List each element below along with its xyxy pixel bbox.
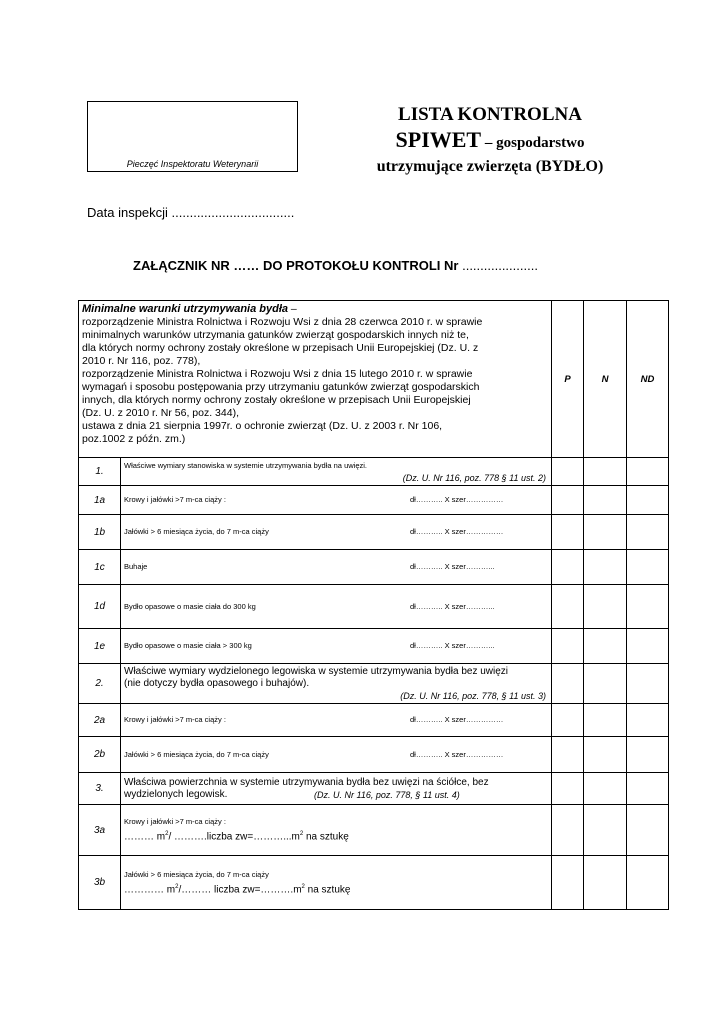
legal-basis-line: dla których normy ochrony zostały określone w przepisach Unii Europejskiej (Dz. U. z: [82, 342, 479, 354]
area-part: ……… m: [124, 831, 166, 843]
checkbox-cell-n[interactable]: [584, 585, 627, 629]
area-part: ………… m: [124, 884, 176, 896]
dimension-field[interactable]: dł……….. X szer………...: [410, 601, 495, 611]
row-number: 1e: [79, 629, 121, 664]
checkbox-cell-n[interactable]: [584, 629, 627, 664]
checkbox-cell-p[interactable]: [552, 856, 584, 910]
table-row: [79, 458, 669, 486]
dimension-field[interactable]: dł……….. X szer……………: [410, 527, 504, 536]
row-number: 3b: [79, 856, 121, 910]
area-field[interactable]: [124, 881, 548, 896]
superscript: 2: [175, 883, 179, 890]
row-label: Jałówki > 6 miesiąca życia, do 7 m-ca ciąży: [124, 527, 269, 536]
checkbox-cell-p[interactable]: [552, 629, 584, 664]
row-label: Krowy i jałówki >7 m-ca ciąży :: [124, 817, 226, 827]
superscript: 2: [301, 883, 305, 890]
legal-basis-line: wymagań i sposobu postępowania przy utrzymaniu gatunków zwierząt gospodarskich: [82, 381, 480, 393]
area-part: na sztukę: [303, 831, 349, 843]
row-text: wydzielonych legowisk.: [124, 788, 228, 800]
table-row: [79, 486, 669, 515]
checkbox-cell-p[interactable]: [552, 486, 584, 515]
table-row: [79, 856, 669, 910]
checkbox-cell-p[interactable]: [552, 585, 584, 629]
legal-basis-line: 2010 r. Nr 116, poz. 778),: [82, 355, 201, 367]
superscript: 2: [299, 831, 304, 838]
area-part: /……… liczba zw=……….m: [178, 884, 302, 896]
row-label: Buhaje: [124, 562, 148, 571]
row-label: Jałówki > 6 miesiąca życia, do 7 m-ca ciąży: [124, 869, 269, 879]
dimension-field[interactable]: dł……….. X szer……………: [410, 495, 504, 504]
checkbox-cell-nd[interactable]: [627, 458, 669, 486]
checkbox-cell-p[interactable]: [552, 515, 584, 550]
legal-basis-cell: [79, 301, 552, 458]
checkbox-cell-nd[interactable]: [627, 737, 669, 773]
checkbox-cell-p[interactable]: [552, 805, 584, 856]
row-reference: (Dz. U. Nr 116, poz. 778, § 11 ust. 3): [400, 690, 547, 701]
area-part: na sztukę: [304, 884, 351, 896]
checkbox-cell-nd[interactable]: [627, 585, 669, 629]
row-description: [121, 550, 552, 585]
table-row: [79, 629, 669, 664]
row-text: Właściwe wymiary wydzielonego legowiska w systemie utrzymywania bydła bez uwięzi: [124, 665, 509, 677]
row-number: 2.: [79, 664, 121, 704]
row-description: [121, 585, 552, 629]
legal-basis-line: rozporządzenie Ministra Rolnictwa i Rozwoju Wsi z dnia 28 czerwca 2010 r. w sprawie: [82, 316, 483, 328]
table-row: [79, 550, 669, 585]
inspection-date[interactable]: Data inspekcji ..................................: [87, 205, 295, 220]
row-label: Bydło opasowe o masie ciała > 300 kg: [124, 641, 252, 650]
title-line-2-rest: – gospodarstwo: [481, 135, 585, 151]
superscript: 2: [165, 831, 169, 838]
row-reference: (Dz. U. Nr 116, poz. 778, § 11 ust. 4): [314, 789, 460, 800]
column-header-p: P: [552, 301, 584, 458]
document-title: [330, 103, 650, 178]
table-row: [79, 805, 669, 856]
row-number: 1a: [79, 486, 121, 515]
dimension-field[interactable]: dł……….. X szer……………: [410, 749, 504, 759]
checkbox-cell-p[interactable]: [552, 704, 584, 737]
title-line-1: LISTA KONTROLNA: [398, 104, 582, 125]
checkbox-cell-p[interactable]: [552, 664, 584, 704]
checkbox-cell-n[interactable]: [584, 737, 627, 773]
row-description: [121, 856, 552, 910]
row-description: [121, 458, 552, 486]
legal-basis-dash: –: [288, 303, 297, 315]
row-number: 2b: [79, 737, 121, 773]
checkbox-cell-n[interactable]: [584, 664, 627, 704]
table-row: [79, 515, 669, 550]
stamp-box: [87, 101, 298, 172]
stamp-label: Pieczęć Inspektoratu Weterynarii: [126, 159, 259, 169]
checkbox-cell-n[interactable]: [584, 550, 627, 585]
checkbox-cell-nd[interactable]: [627, 773, 669, 805]
annex-heading: [133, 258, 538, 273]
checkbox-cell-nd[interactable]: [627, 805, 669, 856]
row-description: [121, 629, 552, 664]
legal-basis-line: rozporządzenie Ministra Rolnictwa i Rozwoju Wsi z dnia 15 lutego 2010 r. w sprawie: [82, 368, 473, 380]
table-header-row: [79, 301, 669, 458]
checkbox-cell-p[interactable]: [552, 458, 584, 486]
table-row: [79, 585, 669, 629]
checkbox-cell-nd[interactable]: [627, 486, 669, 515]
checkbox-cell-p[interactable]: [552, 773, 584, 805]
row-text: Właściwe wymiary stanowiska w systemie utrzymywania bydła na uwięzi.: [124, 460, 367, 470]
area-part: / ……….liczba zw=………...m: [168, 831, 300, 843]
checkbox-cell-n[interactable]: [584, 704, 627, 737]
row-description: [121, 704, 552, 737]
legal-basis-line: innych, dla których normy ochrony zostały określone w przepisach Unii Europejskiej: [82, 394, 471, 406]
checkbox-cell-n[interactable]: [584, 458, 627, 486]
row-number: 3.: [79, 773, 121, 805]
row-description: [121, 805, 552, 856]
row-label: Bydło opasowe o masie ciała do 300 kg: [124, 601, 256, 611]
checkbox-cell-n[interactable]: [584, 486, 627, 515]
legal-basis-line: (Dz. U. z 2010 r. Nr 56, poz. 344),: [82, 407, 239, 419]
row-number: 3a: [79, 805, 121, 856]
row-number: 1c: [79, 550, 121, 585]
checkbox-cell-p[interactable]: [552, 737, 584, 773]
dimension-field[interactable]: dł……….. X szer………...: [410, 641, 495, 650]
annex-label: ZAŁĄCZNIK NR …… DO PROTOKOŁU KONTROLI Nr: [133, 258, 463, 273]
legal-basis-line: minimalnych warunków utrzymania gatunków zwierząt gospodarskich innych niż te,: [82, 329, 469, 341]
checkbox-cell-p[interactable]: [552, 550, 584, 585]
checkbox-cell-nd[interactable]: [627, 856, 669, 910]
row-label: Jałówki > 6 miesiąca życia, do 7 m-ca ciąży: [124, 749, 269, 759]
title-spiwet: SPIWET: [395, 127, 482, 152]
checkbox-cell-n[interactable]: [584, 515, 627, 550]
row-text-line-2: [124, 789, 548, 801]
row-text: Właściwa powierzchnia w systemie utrzymywania bydła bez uwięzi na ściółce, bez: [124, 776, 489, 788]
title-line-3: utrzymujące zwierzęta (BYDŁO): [376, 158, 604, 175]
title-line-2: [330, 127, 650, 156]
dimension-field[interactable]: dł……….. X szer……………: [410, 715, 504, 724]
checkbox-cell-nd[interactable]: [627, 515, 669, 550]
row-number: 1d: [79, 585, 121, 629]
checkbox-cell-nd[interactable]: [627, 550, 669, 585]
row-label: Krowy i jałówki >7 m-ca ciąży :: [124, 495, 226, 504]
legal-basis-title: Minimalne warunki utrzymywania bydła: [82, 303, 288, 315]
table-row: [79, 773, 669, 805]
checkbox-cell-n[interactable]: [584, 856, 627, 910]
table-row: [79, 704, 669, 737]
row-label: Krowy i jałówki >7 m-ca ciąży :: [124, 715, 226, 724]
checkbox-cell-nd[interactable]: [627, 704, 669, 737]
row-description: [121, 664, 552, 704]
checkbox-cell-n[interactable]: [584, 773, 627, 805]
table-row: [79, 737, 669, 773]
checkbox-cell-nd[interactable]: [627, 629, 669, 664]
legal-basis-line: poz.1002 z późn. zm.): [82, 433, 186, 445]
row-description: [121, 515, 552, 550]
row-number: 1b: [79, 515, 121, 550]
dimension-field[interactable]: dł……….. X szer………...: [410, 562, 495, 571]
checkbox-cell-n[interactable]: [584, 805, 627, 856]
annex-number-field[interactable]: .....................: [462, 258, 538, 273]
row-description: [121, 486, 552, 515]
checklist-table: [78, 300, 669, 910]
row-text: (nie dotyczy bydła opasowego i buhajów).: [124, 677, 310, 689]
column-header-nd: ND: [627, 301, 669, 458]
row-description: [121, 737, 552, 773]
legal-basis-line: ustawa z dnia 21 sierpnia 1997r. o ochronie zwierząt (Dz. U. z 2003 r. Nr 106,: [82, 420, 443, 432]
row-number: 2a: [79, 704, 121, 737]
checkbox-cell-nd[interactable]: [627, 664, 669, 704]
column-header-n: N: [584, 301, 627, 458]
area-field[interactable]: [124, 828, 548, 843]
row-reference: (Dz. U. Nr 116, poz. 778 § 11 ust. 2): [402, 472, 547, 483]
table-row: [79, 664, 669, 704]
row-description: [121, 773, 552, 805]
row-number: 1.: [79, 458, 121, 486]
